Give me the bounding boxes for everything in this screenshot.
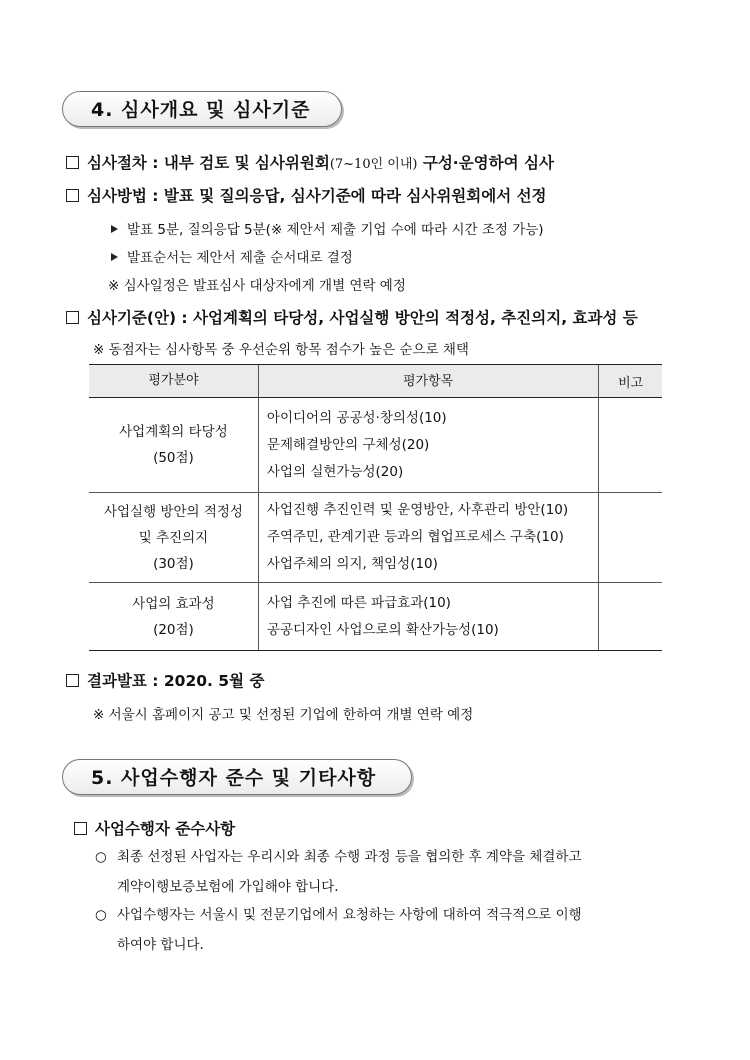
remarks-cell bbox=[599, 583, 662, 651]
procedure-note: (7~10인 이내) bbox=[329, 157, 418, 172]
criteria-item: 사업 추진에 따른 파급효과(10) bbox=[266, 594, 451, 611]
circle-bullet-icon: ○ bbox=[95, 849, 107, 865]
triangle-bullet-icon bbox=[111, 225, 118, 233]
criteria-item: 사업주체의 의지, 책임성(10) bbox=[266, 556, 438, 572]
method-item-text: 발표순서는 제안서 제출 순서대로 결정 bbox=[127, 250, 353, 266]
area-points: (50점) bbox=[153, 450, 194, 466]
items-cell bbox=[258, 493, 598, 583]
remarks-cell bbox=[599, 493, 662, 583]
area-cell bbox=[89, 583, 258, 651]
compliance-paragraph bbox=[95, 842, 695, 902]
items-cell bbox=[258, 583, 598, 651]
compliance-label: 사업수행자 준수사항 bbox=[95, 820, 236, 838]
area-name: 사업의 효과성 bbox=[132, 595, 215, 612]
section4-title: 4. 심사개요 및 심사기준 bbox=[62, 91, 342, 127]
method-item-text: 발표 5분, 질의응답 5분(※ 제안서 제출 기업 수에 따라 시간 조정 가능) bbox=[127, 222, 544, 238]
triangle-bullet-icon bbox=[111, 253, 118, 261]
paragraph-line: 최종 선정된 사업자는 우리시와 최종 수행 과정 등을 협의한 후 계약을 체결하고 bbox=[117, 849, 582, 865]
compliance-heading bbox=[74, 817, 235, 839]
circle-bullet-icon: ○ bbox=[95, 907, 107, 923]
table-row bbox=[89, 583, 662, 651]
checkbox-icon bbox=[66, 311, 79, 324]
checkbox-icon bbox=[66, 156, 79, 169]
remarks-cell bbox=[599, 398, 662, 493]
area-points: (20점) bbox=[153, 621, 194, 638]
criteria-item: 사업진행 추진인력 및 운영방안, 사후관리 방안(10) bbox=[266, 502, 569, 518]
criteria-table bbox=[89, 364, 662, 651]
area-name: 사업계획의 타당성 bbox=[119, 424, 228, 440]
section5-title: 5. 사업수행자 준수 및 기타사항 bbox=[62, 759, 412, 795]
criteria-item: 사업의 실현가능성(20) bbox=[266, 463, 404, 480]
checkbox-icon bbox=[74, 822, 87, 835]
method-item bbox=[111, 246, 353, 266]
table-header-row bbox=[89, 365, 662, 398]
method-label: 심사방법 : 발표 및 질의응답, 심사기준에 따라 심사위원회에서 선정 bbox=[87, 187, 547, 205]
method-heading bbox=[66, 184, 547, 206]
checkbox-icon bbox=[66, 674, 79, 687]
result-label: 결과발표 : 2020. 5월 중 bbox=[87, 672, 265, 690]
procedure-suffix: 구성·운영하여 심사 bbox=[417, 154, 554, 172]
criteria-item: 주역주민, 관계기관 등과의 협업프로세스 구축(10) bbox=[266, 529, 564, 545]
area-cell bbox=[89, 398, 258, 493]
table-row bbox=[89, 398, 662, 493]
area-points: (30점) bbox=[153, 555, 194, 572]
header-remarks: 비고 bbox=[599, 365, 662, 398]
result-note: ※ 서울시 홈페이지 공고 및 선정된 기업에 한하여 개별 연락 예정 bbox=[93, 707, 474, 723]
header-area: 평가분야 bbox=[89, 365, 258, 398]
area-cell bbox=[89, 493, 258, 583]
area-name: 사업실행 방안의 적정성 bbox=[103, 503, 243, 520]
paragraph-line: 사업수행자는 서울시 및 전문기업에서 요청하는 사항에 대하여 적극적으로 이행 bbox=[117, 907, 582, 923]
compliance-paragraph bbox=[95, 900, 695, 960]
method-note: ※ 심사일정은 발표심사 대상자에게 개별 연락 예정 bbox=[108, 278, 406, 294]
header-items: 평가항목 bbox=[258, 365, 598, 398]
area-name: 및 추진의지 bbox=[138, 529, 209, 546]
criteria-item: 공공디자인 사업으로의 확산가능성(10) bbox=[266, 621, 499, 638]
procedure-label: 심사절차 : 내부 검토 및 심사위원회 bbox=[87, 154, 330, 172]
criteria-note: ※ 동점자는 심사항목 중 우선순위 항목 점수가 높은 순으로 채택 bbox=[93, 342, 469, 358]
criteria-item: 문제해결방안의 구체성(20) bbox=[266, 436, 430, 453]
criteria-label: 심사기준(안) : 사업계획의 타당성, 사업실행 방안의 적정성, 추진의지, 효과성 등 bbox=[87, 309, 638, 327]
table-row bbox=[89, 493, 662, 583]
criteria-item: 아이디어의 공공성·창의성(10) bbox=[266, 409, 447, 426]
paragraph-line: 하여야 합니다. bbox=[117, 937, 204, 953]
criteria-heading bbox=[66, 306, 638, 328]
checkbox-icon bbox=[66, 189, 79, 202]
result-heading bbox=[66, 669, 264, 691]
paragraph-line: 계약이행보증보험에 가입해야 합니다. bbox=[117, 879, 339, 895]
items-cell bbox=[258, 398, 598, 493]
method-item bbox=[111, 218, 544, 238]
procedure-heading bbox=[66, 151, 554, 173]
